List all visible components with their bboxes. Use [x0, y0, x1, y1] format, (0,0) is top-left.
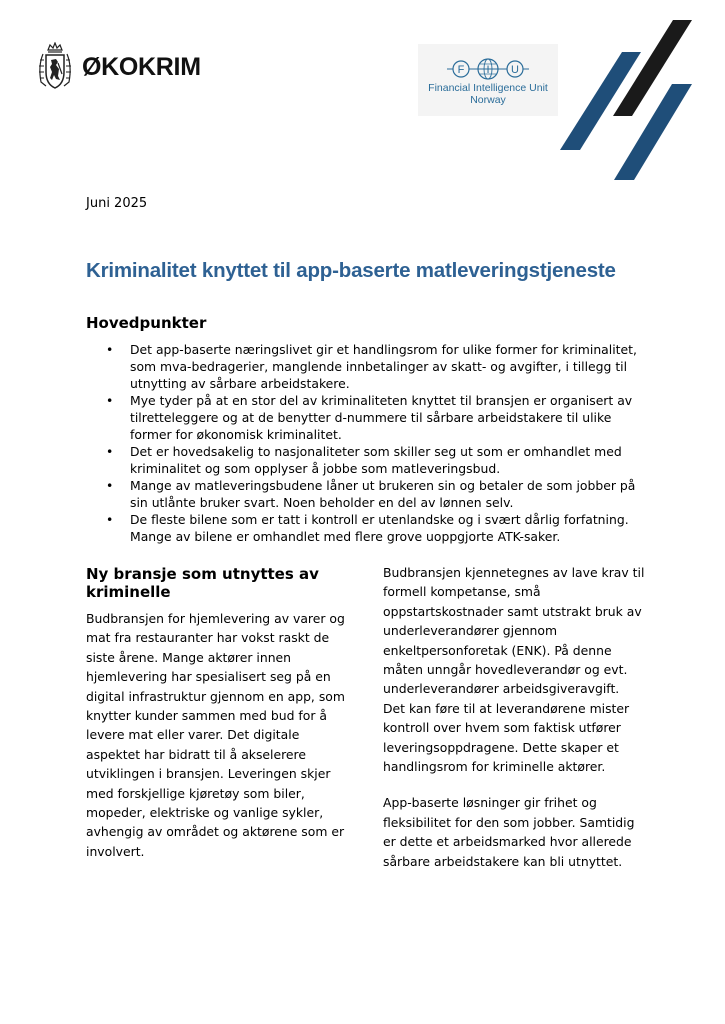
right-paragraph-1: Budbransjen kjennetegnes av lave krav til formell kompetanse, små oppstartskostnader samt utstrakt bruk av underleverandører gjennom enkeltpersonforetak (ENK). På denne måten unngår hovedleverandør og evt. underleverandører arbeidsgiveravgift. Det kan føre til at leverandørene mister kontroll over hvem som faktisk utfører leveringsoppdragene. Dette skaper et handlingsrom for kriminelle aktører. — [383, 565, 645, 775]
okokrim-logo — [36, 42, 201, 92]
document-date: Juni 2025 — [86, 196, 148, 211]
decorative-stripes — [558, 18, 693, 183]
fiu-logo — [418, 44, 558, 116]
fiu-letter-f: F — [457, 64, 465, 76]
left-column — [86, 565, 348, 861]
page-title: Kriminalitet knyttet til app-baserte matleveringstjeneste — [86, 259, 616, 282]
list-item: • Mye tyder på at en stor del av kriminaliteten knyttet til bransjen er organisert av tilretteleggere og at de benytter d-nummere til sårbare arbeidstakere til ulike former for økonomisk kriminalitet. — [106, 392, 646, 443]
okokrim-wordmark: ØKOKRIM — [82, 52, 201, 81]
highlights-heading: Hovedpunkter — [86, 314, 207, 332]
fiu-emblem-icon — [443, 57, 533, 81]
right-paragraph-2: App-baserte løsninger gir frihet og fleksibilitet for den som jobber. Samtidig er dette et arbeidsmarked hvor allerede sårbare arbeidstakere kan bli utnyttet. — [383, 795, 635, 869]
list-item: • Det er hovedsakelig to nasjonaliteter som skiller seg ut som er omhandlet med kriminalitet og som opplyser å jobbe som matleveringsbud. — [106, 443, 646, 477]
fiu-letter-i: I — [486, 64, 490, 76]
list-item: • De fleste bilene som er tatt i kontroll er utenlandske og i svært dårlig forfatning. Mange av bilene er omhandlet med flere grove uoppgjorte ATK-saker. — [106, 511, 646, 545]
right-column — [383, 563, 645, 871]
fiu-name: Financial Intelligence Unit — [428, 82, 548, 94]
left-paragraph: Budbransjen for hjemlevering av varer og mat fra restauranter har vokst raskt de siste årene. Mange aktører innen hjemlevering har spesialisert seg på en digital infrastruktur gjennom en app, som knytter kunder sammen med bud for å levere mat eller varer. Det digitale aspektet har bidratt til å akselerere utviklingen i bransjen. Leveringen skjer med forskjellige kjøretøy som biler, mopeder, elektriske og vanlige sykler, avhengig av området og aktørene som er involvert. — [86, 611, 345, 859]
list-item: • Mange av matleveringsbudene låner ut brukeren sin og betaler de som jobber på sin utlånte bruker svart. Noen beholder en del av lønnen selv. — [106, 477, 646, 511]
section-heading: Ny bransje som utnyttes av kriminelle — [86, 565, 319, 601]
fiu-country: Norway — [470, 94, 506, 106]
fiu-letter-u: U — [511, 64, 519, 76]
highlights-list — [106, 341, 646, 545]
list-item: • Det app-baserte næringslivet gir et handlingsrom for ulike former for kriminalitet, som mva-bedragerier, manglende innbetalinger av skatt- og avgifter, i tillegg til utnytting av sårbare arbeidstakere. — [106, 341, 646, 392]
coat-of-arms-icon — [36, 42, 74, 92]
